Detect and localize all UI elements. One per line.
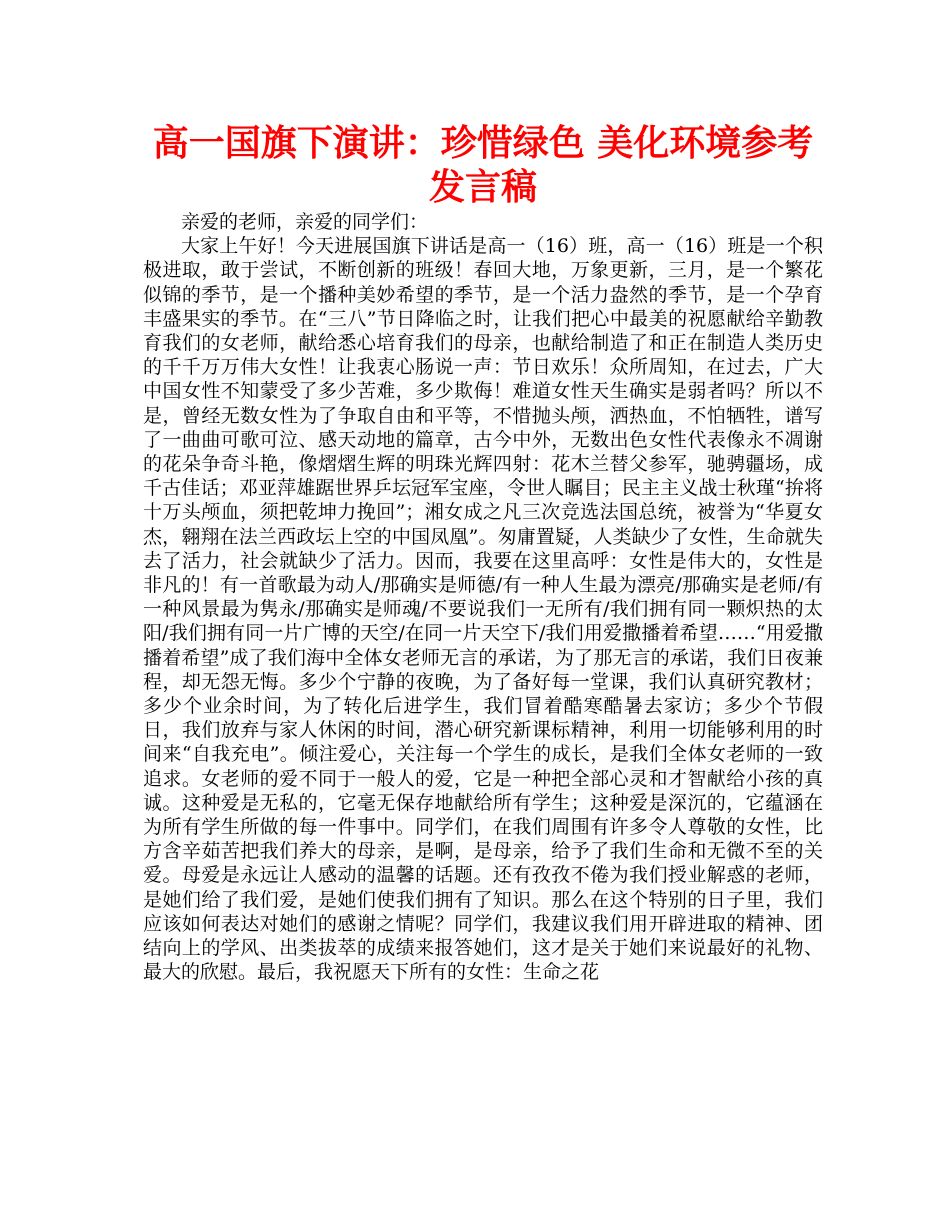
document-title: 高一国旗下演讲：珍惜绿色 美化环境参考发言稿 <box>152 123 814 208</box>
document-page <box>143 122 823 985</box>
salutation: 亲爱的老师，亲爱的同学们： <box>181 211 429 233</box>
body-paragraph: 大家上午好！今天进展国旗下讲话是高一（16）班，高一（16）班是一个积极进取，敢于尝试，不断创新的班级！春回大地，万象更新，三月，是一个繁花似锦的季节，是一个播种美妙希望的季节，是一个活力盎然的季节，是一个孕育丰盛果实的季节。在“三八”节日降临之时，让我们把心中最美的祝愿献给辛勤教育我们的女老师，献给悉心培育我们的母亲，也献给制造了和正在制造人类历史的千千万万伟大女性！让我衷心肠说一声：节日欢乐！众所周知，在过去，广大中国女性不知蒙受了多少苦难，多少欺侮！难道女性天生确实是弱者吗？所以不是，曾经无数女性为了争取自由和平等，不惜抛头颅，洒热血，不怕牺牲，谱写了一曲曲可歌可泣、感天动地的篇章，古今中外，无数出色女性代表像永不凋谢的花朵争奇斗艳，像熠熠生辉的明珠光辉四射：花木兰替父参军，驰骋疆场，成千古佳话；邓亚萍雄踞世界乒坛冠军宝座，令世人瞩目；民主主义战士秋瑾“拚将十万头颅血，须把乾坤力挽回”；湘女成之凡三次竞选法国总统，被誉为“华夏女杰，翱翔在法兰西政坛上空的中国凤凰”。匆庸置疑，人类缺少了女性，生命就失去了活力，社会就缺少了活力。因而，我要在这里高呼：女性是伟大的，女性是非凡的！有一首歌最为动人/那确实是师德/有一种人生最为漂亮/那确实是老师/有一种风景最为隽永/那确实是师魂/不要说我们一无所有/我们拥有同一颗炽热的太阳/我们拥有同一片广博的天空/在同一片天空下/我们用爱撒播着希望……“用爱撒播着希望”成了我们海中全体女老师无言的承诺，为了那无言的承诺，我们日夜兼程，却无怨无悔。多少个宁静的夜晚，为了备好每一堂课，我们认真研究教材；多少个业余时间，为了转化后进学生，我们冒着酷寒酷暑去家访；多少个节假日，我们放弃与家人休闲的时间，潜心研究新课标精神，利用一切能够利用的时间来“自我充电”。倾注爱心，关注每一个学生的成长，是我们全体女老师的一致追求。女老师的爱不同于一般人的爱，它是一种把全部心灵和才智献给小孩的真诚。这种爱是无私的，它毫无保存地献给所有学生；这种爱是深沉的，它蕴涵在为所有学生所做的每一件事中。同学们，在我们周围有许多令人尊敬的女性，比方含辛茹苦把我们养大的母亲，是啊，是母亲，给予了我们生命和无微不至的关爱。母爱是永远让人感动的温馨的话题。还有孜孜不倦为我们授业解惑的老师，是她们给了我们爱，是她们使我们拥有了知识。那么在这个特别的日子里，我们应该如何表达对她们的感谢之情呢？同学们，我建议我们用开辟进取的精神、团结向上的学风、出类拔萃的成绩来报答她们，这才是关于她们来说最好的礼物、最大的欣慰。最后，我祝愿天下所有的女性：生命之花 <box>143 235 823 984</box>
